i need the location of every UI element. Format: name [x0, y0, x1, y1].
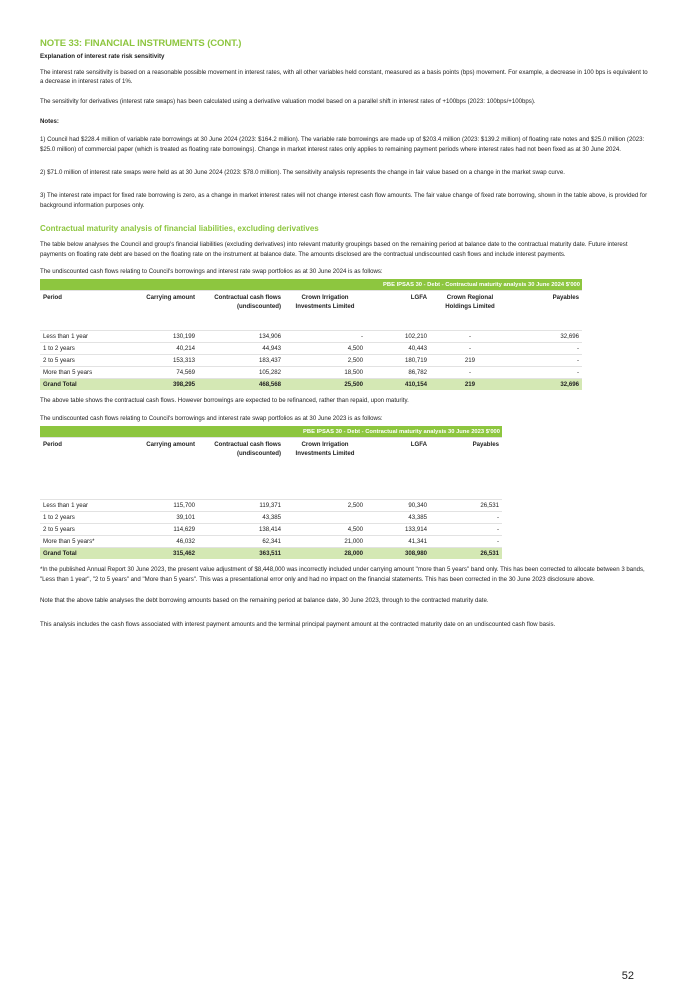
- cell: 130,199: [130, 331, 198, 343]
- cell: 138,414: [198, 524, 284, 536]
- table-row: [40, 536, 502, 548]
- cell: 133,914: [366, 524, 430, 536]
- cell: 43,385: [198, 512, 284, 524]
- column-header: Payables: [552, 294, 579, 302]
- cell: 2 to 5 years: [40, 355, 130, 367]
- note-3: 3) The interest rate impact for fixed rate borrowing is zero, as a change in market interest rates will not change interest cash flow amounts. The fair value change of fixed rate borrowing, shown in the table above, is provided for background information purposes only.: [40, 192, 648, 209]
- paragraph-derivatives: The sensitivity for derivatives (interest rate swaps) has been calculated using a derivative valuation model based on a parallel shift in interest rates of +100bps (2023: 100bps/+100bps).: [40, 97, 536, 105]
- column-header: Carrying amount: [146, 441, 195, 449]
- column-header: Contractual cash flows (undiscounted): [214, 294, 281, 310]
- cell: 363,511: [198, 548, 284, 560]
- cell: 2,500: [284, 500, 366, 512]
- note-after-table: Note that the above table analyses the debt borrowing amounts based on the remaining period at balance date, 30 June 2023, through to the contracted maturity date.: [40, 597, 489, 605]
- cell: 219: [430, 355, 510, 367]
- column-header: LGFA: [410, 441, 427, 449]
- page-number: 52: [621, 970, 634, 982]
- cell: 74,569: [130, 367, 198, 379]
- table-banner: PBE IPSAS 30 - Debt - Contractual maturity analysis 30 June 2023 $'000: [40, 426, 502, 438]
- maturity-table-2023: [40, 426, 502, 559]
- table-banner: PBE IPSAS 30 - Debt - Contractual maturity analysis 30 June 2024 $'000: [40, 279, 582, 291]
- cell: 119,371: [198, 500, 284, 512]
- cell: 41,341: [366, 536, 430, 548]
- column-header: LGFA: [410, 294, 427, 302]
- after-2024-paragraph: The above table shows the contractual cash flows. However borrowings are expected to be refinanced, rather than repaid, upon maturity.: [40, 397, 409, 405]
- cell: 18,500: [284, 367, 366, 379]
- section-title: Contractual maturity analysis of financial liabilities, excluding derivatives: [40, 224, 319, 234]
- table-row: [40, 331, 582, 343]
- cell: -: [430, 524, 502, 536]
- column-header: Crown Regional Holdings Limited: [445, 294, 495, 310]
- cell: -: [284, 331, 366, 343]
- cell: 2 to 5 years: [40, 524, 130, 536]
- footnote: *In the published Annual Report 30 June 2023, the present value adjustment of $8,448,000 was incorrectly included under carrying amount "more than 5 years" band only. This has been corrected to allocate between 3 bands, "Less than 1 year", "2 to 5 years" and "More than 5 years". This was a presentational error only and had no impact on the financial statements. This has been corrected in the 30 June 2023 disclosure above.: [40, 566, 645, 583]
- intro-2023: The undiscounted cash flows relating to Council's borrowings and interest rate swap portfolios as at 30 June 2023 is as follows:: [40, 414, 383, 422]
- cell: 39,101: [130, 512, 198, 524]
- table-row: [40, 355, 582, 367]
- cell: -: [510, 355, 582, 367]
- column-header: Period: [43, 294, 62, 302]
- cell: Grand Total: [40, 548, 130, 560]
- cell: 105,282: [198, 367, 284, 379]
- cell: Grand Total: [40, 379, 130, 391]
- table-row: [40, 524, 502, 536]
- cell: More than 5 years: [40, 367, 130, 379]
- cell: Less than 1 year: [40, 331, 130, 343]
- cell: -: [430, 331, 510, 343]
- cell: 28,000: [284, 548, 366, 560]
- cell: 1 to 2 years: [40, 343, 130, 355]
- column-header: Carrying amount: [146, 294, 195, 302]
- cell: 410,154: [366, 379, 430, 391]
- note-1: 1) Council had $228.4 million of variable rate borrowings at 30 June 2024 (2023: $164.2 million). The variable rate borrowings are made up of $203.4 million (2023: $139.2 million) of floating rate notes and $25.0 million (2023: $25.0 million) of commercial paper (which is treated as floating rate borrowings). Change in market interest rates only applies to remaining payment periods where interest rates had not been fixed as at 30 June 2024.: [40, 136, 645, 153]
- cell: 32,696: [510, 331, 582, 343]
- cell: 25,500: [284, 379, 366, 391]
- cell: 21,000: [284, 536, 366, 548]
- cell: 90,340: [366, 500, 430, 512]
- cell: 4,500: [284, 524, 366, 536]
- cell: 183,437: [198, 355, 284, 367]
- table-row: [40, 500, 502, 512]
- note-title: NOTE 33: FINANCIAL INSTRUMENTS (CONT.): [40, 38, 242, 49]
- cell: 43,385: [366, 512, 430, 524]
- cell: -: [430, 512, 502, 524]
- cell: 32,696: [510, 379, 582, 391]
- cell: -: [430, 343, 510, 355]
- document-page: [40, 38, 648, 639]
- cell: 40,214: [130, 343, 198, 355]
- cell: 115,700: [130, 500, 198, 512]
- cell: 1 to 2 years: [40, 512, 130, 524]
- cell: 468,568: [198, 379, 284, 391]
- cell: -: [430, 536, 502, 548]
- cell: 219: [430, 379, 510, 391]
- cell: 315,462: [130, 548, 198, 560]
- column-header: Payables: [472, 441, 499, 449]
- table-row: [40, 343, 582, 355]
- grand-total-row: [40, 548, 502, 560]
- cell: Less than 1 year: [40, 500, 130, 512]
- cell: -: [510, 367, 582, 379]
- final-paragraph: This analysis includes the cash flows associated with interest payment amounts and the terminal principal payment amount at the contracted maturity date on an undiscounted cash flow basis.: [40, 620, 556, 628]
- cell: -: [510, 343, 582, 355]
- cell: [284, 512, 366, 524]
- cell: 134,906: [198, 331, 284, 343]
- cell: 26,531: [430, 548, 502, 560]
- column-header: Crown Irrigation Investments Limited: [295, 441, 355, 457]
- table-row: [40, 512, 502, 524]
- cell: 40,443: [366, 343, 430, 355]
- cell: 2,500: [284, 355, 366, 367]
- cell: 44,943: [198, 343, 284, 355]
- cell: 46,032: [130, 536, 198, 548]
- cell: 4,500: [284, 343, 366, 355]
- cell: -: [430, 367, 510, 379]
- cell: 153,313: [130, 355, 198, 367]
- column-header: Contractual cash flows (undiscounted): [214, 441, 281, 457]
- note-2: 2) $71.0 million of interest rate swaps were held as at 30 June 2024 (2023: $78.0 million). The sensitivity analysis represents the change in fair value based on a change in the market swap curve.: [40, 169, 565, 177]
- cell: 86,782: [366, 367, 430, 379]
- intro-2024: The undiscounted cash flows relating to Council's borrowings and interest rate swap portfolios as at 30 June 2024 is as follows:: [40, 268, 383, 276]
- cell: More than 5 years*: [40, 536, 130, 548]
- column-header: Period: [43, 441, 62, 449]
- cell: 180,719: [366, 355, 430, 367]
- column-header: Crown Irrigation Investments Limited: [295, 294, 355, 310]
- paragraph-sensitivity: The interest rate sensitivity is based on a reasonable possible movement in interest rates, with all other variables held constant, measured as a basis points (bps) movement. For example, a decrease in 100 bps is equivalent to a decrease in interest rates of 1%.: [40, 69, 648, 86]
- subheading: Explanation of interest rate risk sensitivity: [40, 53, 165, 60]
- notes-label: Notes:: [40, 118, 59, 126]
- cell: 26,531: [430, 500, 502, 512]
- grand-total-row: [40, 379, 582, 391]
- cell: 398,295: [130, 379, 198, 391]
- cell: 102,210: [366, 331, 430, 343]
- table-row: [40, 367, 582, 379]
- section-paragraph: The table below analyses the Council and group's financial liabilities (excluding derivatives) into relevant maturity groupings based on the remaining period at balance date to the contractual maturity date. Future interest payments on floating rate debt are based on the floating rate on the instrument at balance date. The amounts disclosed are the contractual undiscounted cash flows and include interest payments.: [40, 241, 628, 258]
- cell: 308,980: [366, 548, 430, 560]
- cell: 62,341: [198, 536, 284, 548]
- cell: 114,629: [130, 524, 198, 536]
- maturity-table-2024: [40, 279, 582, 390]
